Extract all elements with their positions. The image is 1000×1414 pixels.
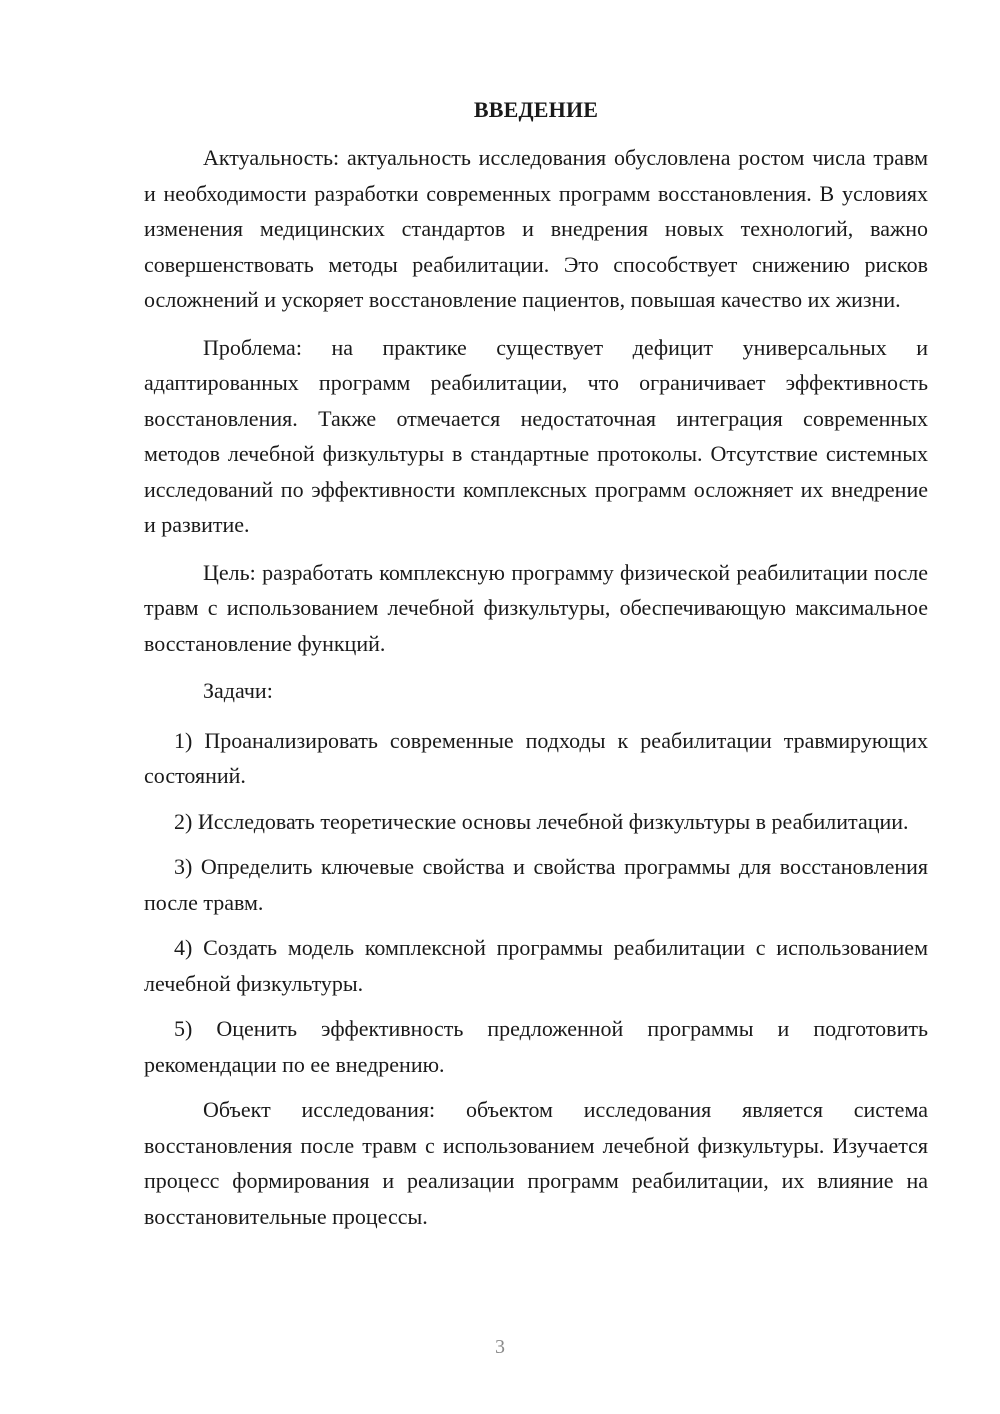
task-item-1: 1) Проанализировать современные подходы к реабилитации травмирующих состояний.	[144, 727, 928, 788]
goal-paragraph: Цель: разработать комплексную программу физической реабилитации после травм с использованием лечебной физкультуры, обеспечивающую максимальное восстановление функций.	[144, 559, 928, 656]
object-paragraph: Объект исследования: объектом исследования является система восстановления после травм с использованием лечебной физкультуры. Изучается процесс формирования и реализации программ реабилитации, их влияние на восстановительные процессы.	[144, 1097, 928, 1229]
page-content	[144, 92, 928, 1246]
task-item-5: 5) Оценить эффективность предложенной программы и подготовить рекомендации по ее внедрению.	[144, 1016, 928, 1077]
tasks-heading: Задачи:	[203, 678, 273, 703]
task-item-4: 4) Создать модель комплексной программы реабилитации с использованием лечебной физкультуры.	[144, 935, 928, 996]
page-number: 3	[495, 1336, 505, 1358]
relevance-paragraph: Актуальность: актуальность исследования обусловлена ростом числа травм и необходимости разработки современных программ восстановления. В условиях изменения медицинских стандартов и внедрения новых технологий, важно совершенствовать методы реабилитации. Это способствует снижению рисков осложнений и ускоряет восстановление пациентов, повышая качество их жизни.	[144, 145, 928, 312]
task-item-3: 3) Определить ключевые свойства и свойства программы для восстановления после травм.	[144, 854, 928, 915]
section-title: ВВЕДЕНИЕ	[473, 97, 599, 122]
problem-paragraph: Проблема: на практике существует дефицит универсальных и адаптированных программ реабилитации, что ограничивает эффективность восстановления. Также отмечается недостаточная интеграция современных методов лечебной физкультуры в стандартные протоколы. Отсутствие системных исследований по эффективности комплексных программ осложняет их внедрение и развитие.	[144, 334, 928, 537]
task-item-2: 2) Исследовать теоретические основы лечебной физкультуры в реабилитации.	[174, 808, 909, 834]
